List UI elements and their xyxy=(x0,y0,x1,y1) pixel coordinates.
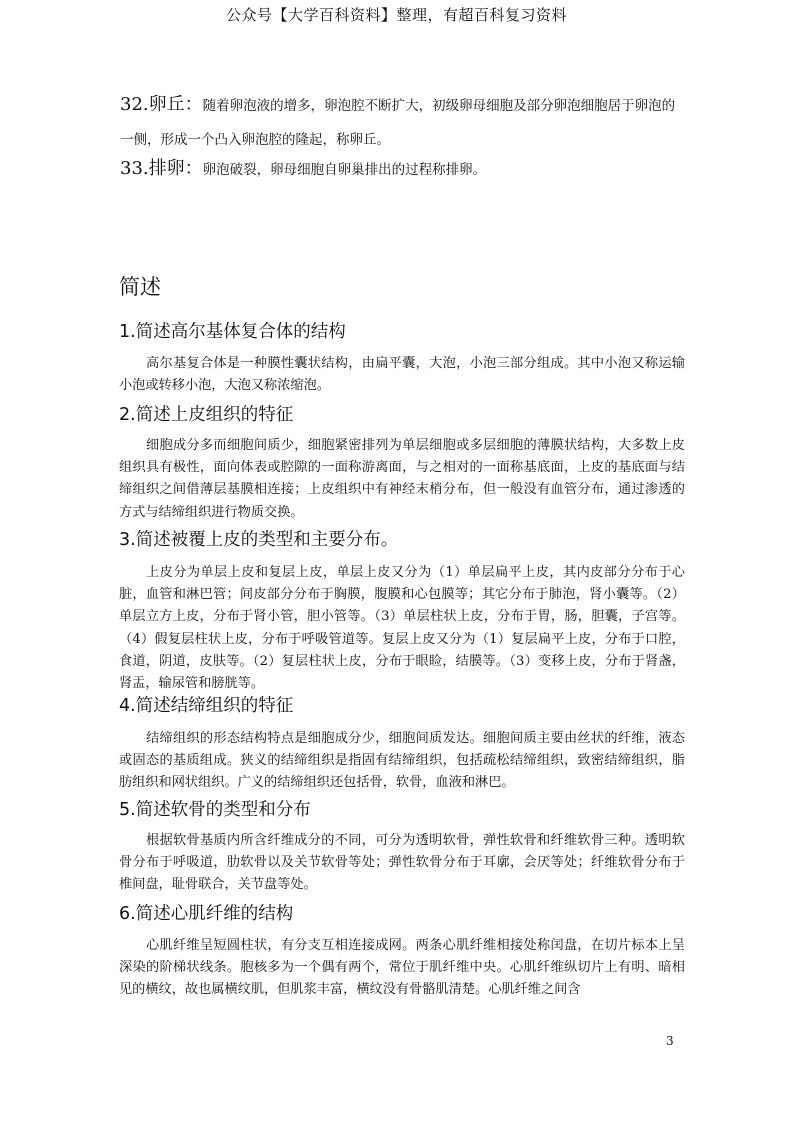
page-number: 3 xyxy=(666,1034,674,1048)
term-label: 33.排卵： xyxy=(120,158,203,179)
answer-paragraph: 根据软骨基质内所含纤维成分的不同，可分为透明软骨，弹性软骨和纤维软骨三种。透明软骨分布于呼吸道，肋软骨以及关节软骨等处；弹性软骨分布于耳廓，会厌等处；纤维软骨分布于椎间盘，耻骨联合，关节盘等处。 xyxy=(119,833,685,893)
answer-paragraph: 结缔组织的形态结构特点是细胞成分少，细胞间质发达。细胞间质主要由丝状的纤维，液态或固态的基质组成。狭义的结缔组织是指固有结缔组织，包括疏松结缔组织，致密结缔组织，脂肪组织和网状组织。广义的结缔组织还包括骨，软骨，血液和淋巴。 xyxy=(119,731,685,791)
answer-paragraph: 心肌纤维呈短圆柱状，有分支互相连接成网。两条心肌纤维相接处称闰盘，在切片标本上呈深染的阶梯状线条。胞核多为一个偶有两个，常位于肌纤维中央。心肌纤维纵切片上有明、暗相见的横纹，故也属横纹肌，但肌浆丰富，横纹没有骨骼肌清楚。心肌纤维之间含 xyxy=(119,938,685,998)
term-label: 32.卵丘： xyxy=(120,94,203,115)
question-title: 1.简述高尔基体复合体的结构 xyxy=(119,322,346,342)
question-title: 3.简述被覆上皮的类型和主要分布。 xyxy=(119,530,399,550)
answer-paragraph: 上皮分为单层上皮和复层上皮，单层上皮又分为（1）单层扁平上皮，其内皮部分分布于心脏，血管和淋巴管；间皮部分分布于胸膜，腹膜和心包膜等；其它分布于肺泡，肾小囊等。（2）单层立方上皮，分布于肾小管，胆小管等。（3）单层柱状上皮，分布于胃，肠，胆囊，子宫等。（4）假复层柱状上皮，分布于呼吸管道等。复层上皮又分为（1）复层扁平上皮，分布于口腔，食道，阴道，皮肤等。（2）复层柱状上皮，分布于眼睑，结膜等。（3）变移上皮，分布于肾盏，肾盂，输尿管和膀胱等。 xyxy=(119,565,685,692)
term-33 xyxy=(120,152,680,187)
term-text: 随着卵泡液的增多，卵泡腔不断扩大，初级卵母细胞及部分卵泡细胞居于卵泡的一侧，形成一个凸入卵泡腔的隆起，称卵丘。 xyxy=(120,98,676,148)
term-text: 卵泡破裂，卵母细胞自卵巢排出的过程称排卵。 xyxy=(202,162,487,178)
term-32 xyxy=(120,88,680,157)
answer-paragraph: 高尔基复合体是一种膜性囊状结构，由扁平囊，大泡，小泡三部分组成。其中小泡又称运输小泡或转移小泡，大泡又称浓缩泡。 xyxy=(119,356,685,394)
question-title: 4.简述结缔组织的特征 xyxy=(119,696,294,716)
question-title: 6.简述心肌纤维的结构 xyxy=(119,904,294,924)
question-title: 2.简述上皮组织的特征 xyxy=(119,405,294,425)
page-header: 公众号【大学百科资料】整理，有超百科复习资料 xyxy=(225,6,567,24)
answer-paragraph: 细胞成分多而细胞间质少，细胞紧密排列为单层细胞或多层细胞的薄膜状结构，大多数上皮组织具有极性，面向体表或腔隙的一面称游离面，与之相对的一面称基底面，上皮的基底面与结缔组织之间借薄层基膜相连接；上皮组织中有神经末梢分布，但一般没有血管分布，通过渗透的方式与结缔组织进行物质交换。 xyxy=(119,438,685,520)
section-title: 简述 xyxy=(119,275,161,299)
question-title: 5.简述软骨的类型和分布 xyxy=(119,800,311,820)
